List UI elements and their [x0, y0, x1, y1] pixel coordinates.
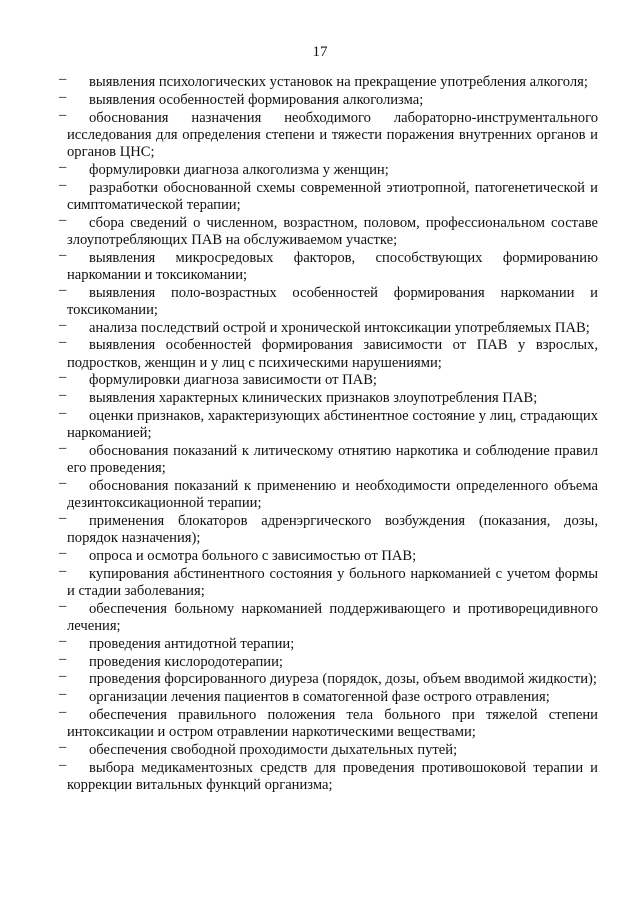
list-item-text: обоснования показаний к литическому отнятию наркотика и соблюдение правил его проведения; [67, 442, 598, 477]
list-item [0, 316, 640, 337]
list-item-text: обоснования показаний к применению и необходимости определенного объема дезинтоксикационной терапии; [67, 477, 598, 512]
list-item [0, 176, 640, 214]
page-number: 17 [312, 44, 328, 60]
list-item-text: сбора сведений о численном, возрастном, половом, профессиональном составе злоупотребляющих ПАВ на обслуживаемом участке; [67, 214, 598, 248]
list-dash: – [59, 316, 67, 333]
list-dash: – [59, 281, 67, 298]
list-dash: – [59, 387, 67, 404]
list-dash: – [59, 369, 67, 386]
list-item-text: обеспечения больному наркоманией поддерживающего и противорецидивного лечения; [67, 600, 598, 634]
list-item-text: купирования абстинентного состояния у больного наркоманией с учетом формы и стадии заболевания; [67, 565, 598, 599]
list-item-text: проведения антидотной терапии; [89, 635, 295, 652]
list-item [0, 597, 640, 635]
list-dash: – [59, 597, 67, 614]
list-dash: – [59, 246, 67, 263]
list-dash: – [59, 668, 67, 685]
list-dash: – [59, 71, 67, 87]
list-dash: – [59, 756, 67, 773]
list-dash: – [59, 686, 67, 703]
list-item-text: выявления психологических установок на прекращение употребления алкоголя; [89, 74, 588, 90]
list-item [0, 334, 640, 371]
list-item-text: выявления микросредовых факторов, способствующих формированию наркомании и токсикомании; [67, 249, 598, 283]
list-item-text: формулировки диагноза алкоголизма у женщин; [89, 161, 389, 178]
list-dash: – [59, 632, 67, 649]
list-item-text: проведения форсированного диуреза (порядок, дозы, объем вводимой жидкости); [89, 671, 597, 688]
list-dash: – [59, 439, 67, 456]
list-item [0, 439, 640, 477]
list-item-text: обеспечения правильного положения тела больного при тяжелой степени интоксикации и остром отравлении наркотическими веществами; [67, 706, 598, 741]
list-item [0, 686, 640, 706]
list-item-text: обеспечения свободной проходимости дыхательных путей; [89, 741, 458, 758]
list-item-text: оценки признаков, характеризующих абстинентное состояние у лиц, страдающих наркоманией; [67, 407, 598, 442]
list-item [0, 668, 640, 688]
list-item [0, 106, 640, 162]
list-item [0, 369, 640, 389]
list-item [0, 544, 640, 565]
list-item [0, 703, 640, 741]
list-item [0, 650, 640, 671]
list-item-text: применения блокаторов адренэргического возбуждения (показания, дозы, порядок назначения); [67, 512, 598, 547]
list-item [0, 88, 640, 109]
list-dash: – [59, 334, 67, 351]
list-item [0, 404, 640, 442]
list-item [0, 246, 640, 284]
list-dash: – [59, 211, 67, 228]
list-dash: – [59, 474, 67, 491]
list-item [0, 71, 640, 91]
list-item [0, 474, 640, 512]
list-dash: – [59, 509, 67, 526]
list-item-text: разработки обоснованной схемы современной этиотропной, патогенетической и симптоматической терапии; [67, 179, 598, 213]
list-item-text: организации лечения пациентов в соматогенной фазе острого отравления; [89, 689, 550, 706]
list-item-text: проведения кислородотерапии; [89, 653, 283, 670]
list-item [0, 211, 640, 249]
list-item-text: выявления особенностей формирования алкоголизма; [89, 91, 424, 108]
list-dash: – [59, 404, 67, 421]
list-item [0, 562, 640, 600]
list-item-text: выявления характерных клинических признаков злоупотребления ПАВ; [89, 390, 538, 407]
list-dash: – [59, 544, 67, 561]
list-item [0, 281, 640, 319]
list-item-text: выбора медикаментозных средств для проведения противошоковой терапии и коррекции витальных функций организма; [67, 759, 598, 793]
list-item-text: опроса и осмотра больного с зависимостью от ПАВ; [89, 547, 417, 564]
list-dash: – [59, 703, 67, 720]
list-dash: – [59, 106, 67, 123]
list-dash: – [59, 562, 67, 579]
list-dash: – [59, 738, 67, 755]
list-item [0, 738, 640, 759]
list-item [0, 509, 640, 547]
list-item-text: обоснования назначения необходимого лабораторно-инструментального исследования для определения степени и тяжести поражения внутренних органов и органов ЦНС; [67, 109, 598, 160]
list-item [0, 158, 640, 179]
list-dash: – [59, 650, 67, 667]
list-dash: – [59, 176, 67, 193]
requirements-list [0, 71, 640, 795]
list-item [0, 387, 640, 407]
list-item-text: анализа последствий острой и хронической интоксикации употребляемых ПАВ; [89, 319, 590, 336]
list-dash: – [59, 88, 67, 105]
list-item-text: формулировки диагноза зависимости от ПАВ; [89, 372, 377, 389]
list-item-text: выявления особенностей формирования зависимости от ПАВ у взрослых, подростков, женщин и у лиц с психическими нарушениями; [67, 337, 598, 371]
list-item [0, 756, 640, 794]
list-dash: – [59, 158, 67, 175]
list-item [0, 632, 640, 653]
list-item-text: выявления поло-возрастных особенностей формирования наркомании и токсикомании; [67, 284, 598, 318]
